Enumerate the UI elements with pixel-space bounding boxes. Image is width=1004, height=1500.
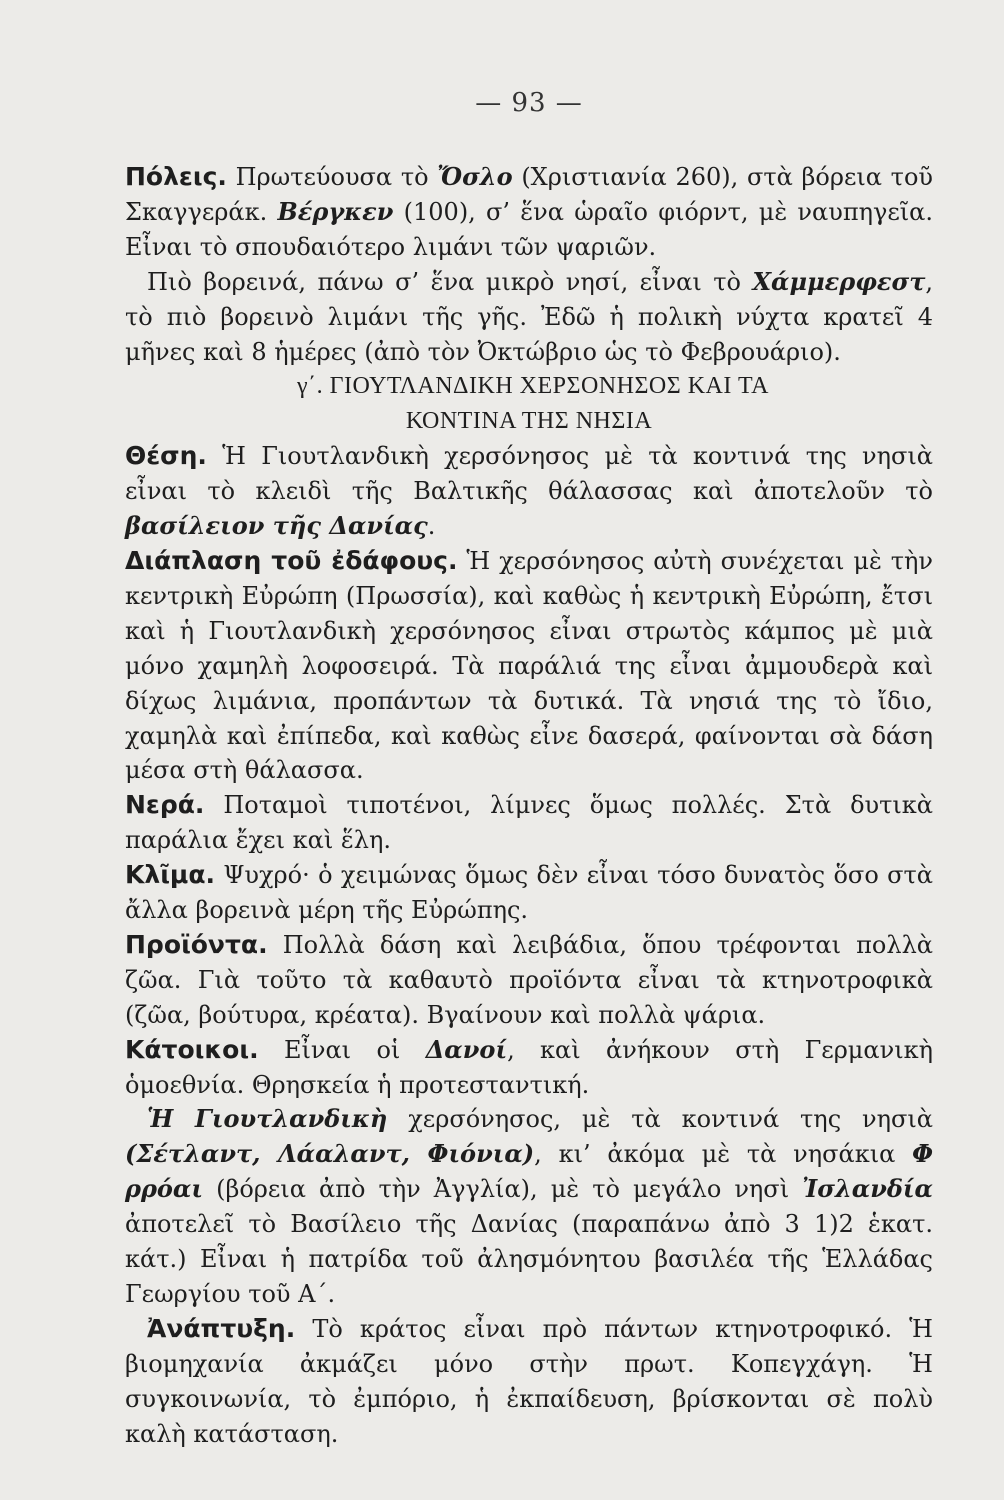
page-number: — 93 — bbox=[475, 88, 583, 118]
waters-heading: Νερά. bbox=[125, 790, 205, 820]
bergen-name: Βέργκεν bbox=[277, 196, 394, 226]
section-title-line-1: γ΄. ΓΙΟΥΤΛΑΝΔΙΚΗ ΧΕΡΣΟΝΗΣΟΣ ΚΑΙ ΤΑ bbox=[296, 373, 770, 400]
section-title-line-2: ΚΟΝΤΙΝΑ ΤΗΣ ΝΗΣΙΑ bbox=[405, 408, 653, 435]
jutland-name: Ἡ Γιουτλανδικὴ bbox=[147, 1104, 388, 1134]
products-paragraph: Προϊόντα. Πολλὰ δάση καὶ λειβάδια, ὅπου τρέφονται πολλὰ ζῶα. Γιὰ τοῦτο τὰ καθαυτὸ προϊόντα εἶναι τὰ κτηνοτροφικὰ (ζῶα, βούτυρα, κρέατα). Βγαίνουν καὶ πολλὰ ψάρια. bbox=[125, 929, 933, 1029]
relief-heading: Διάπλαση τοῦ ἐδάφους. bbox=[125, 545, 458, 575]
inhabitants-paragraph: Κάτοικοι. Εἶναι οἱ Δανοί, καὶ ἀνήκουν στὴ Γερμανικὴ ὁμοεθνία. Θρησκεία ἡ προτεσταντική. bbox=[125, 1034, 933, 1099]
development-heading: Ἀνάπτυξη. bbox=[147, 1313, 296, 1343]
oslo-name: Ὄσλο bbox=[437, 162, 513, 191]
cities-paragraph: Πόλεις. Πρωτεύουσα τὸ Ὄσλο (Χριστιανία 260), στὰ βόρεια τοῦ Σκαγγεράκ. Βέργκεν (100), σ’ ἕνα ὡραῖο φιόρντ, μὲ ναυπηγεῖα. Εἶναι τὸ σπουδαιότερο λιμάνι τῶν ψαριῶν. bbox=[125, 162, 933, 261]
inhabitants-heading: Κάτοικοι. bbox=[125, 1034, 259, 1064]
climate-paragraph: Κλῖμα. Ψυχρό· ὁ χειμώνας ὅμως δὲν εἶναι τόσο δυνατὸς ὅσο στὰ ἄλλα βορεινὰ μέρη τῆς Εὐρώπης. bbox=[125, 860, 933, 925]
kingdom-name: βασίλειον τῆς Δανίας bbox=[125, 511, 428, 541]
faroe-name: Φ ρρόαι bbox=[125, 1139, 933, 1204]
hammerfest-paragraph: Πιὸ βορεινά, πάνω σ’ ἕνα μικρὸ νησί, εἶναι τὸ Χάμμερφεστ, τὸ πιὸ βορεινὸ λιμάνι τῆς γῆς. Ἐδῶ ἡ πολικὴ νύχτα κρατεῖ 4 μῆνες καὶ 8 ἡμέρες (ἀπὸ τὸν Ὀκτώβριο ὡς τὸ Φεβρουάριο). bbox=[125, 266, 933, 366]
products-heading: Προϊόντα. bbox=[125, 929, 268, 959]
iceland-name: Ἰσλανδία bbox=[802, 1174, 933, 1204]
danes-name: Δανοί bbox=[425, 1034, 508, 1064]
waters-paragraph: Νερά. Ποταμοὶ τιποτένοι, λίμνες ὅμως πολλές. Στὰ δυτικὰ παράλια ἔχει καὶ ἕλη. bbox=[125, 790, 933, 855]
jutland-paragraph: Ἡ Γιουτλανδικὴ χερσόνησος, μὲ τὰ κοντινά της νησιὰ (Σέτλαντ, Λάαλαντ, Φιόνια), κι’ ἀκόμα μὲ τὰ νησάκια Φ ρρόαι (βόρεια ἀπὸ τὴν Ἀγγλία), μὲ τὸ μεγάλο νησὶ Ἰσλανδία ἀποτελεῖ τὸ Βασίλειο τῆς Δανίας (παραπάνω ἀπὸ 3 1)2 ἑκατ. κάτ.) Εἶναι ἡ πατρίδα τοῦ ἀλησμόνητου βασιλέα τῆς Ἑλλάδας Γεωργίου τοῦ Α΄. bbox=[125, 1104, 933, 1308]
islands-names: (Σέτλαντ, Λάαλαντ, Φιόνια) bbox=[125, 1139, 535, 1169]
position-heading: Θέση. bbox=[125, 441, 207, 471]
page-content bbox=[125, 88, 933, 1452]
cities-heading: Πόλεις. bbox=[125, 162, 227, 191]
position-paragraph: Θέση. Ἡ Γιουτλανδικὴ χερσόνησος μὲ τὰ κοντινά της νησιὰ εἶναι τὸ κλειδὶ τῆς Βαλτικῆς θάλασσας καὶ ἀποτελοῦν τὸ βασίλειον τῆς Δανίας. bbox=[125, 441, 933, 541]
hammerfest-name: Χάμμερφεστ bbox=[752, 266, 926, 296]
relief-paragraph: Διάπλαση τοῦ ἐδάφους. Ἡ χερσόνησος αὐτὴ συνέχεται μὲ τὴν κεντρικὴ Εὐρώπη (Πρωσσία), καὶ καθὼς ἡ κεντρικὴ Εὐρώπη, ἔτσι καὶ ἡ Γιουτλανδικὴ χερσόνησος εἶναι στρωτὸς κάμπος μὲ μιὰ μόνο χαμηλὴ λοφοσειρά. Τὰ παράλιά της εἶναι ἀμμουδερὰ καὶ δίχως λιμάνια, προπάντων τὰ δυτικά. Τὰ νησιά της τὸ ἴδιο, χαμηλὰ καὶ ἐπίπεδα, καὶ καθὼς εἶνε δασερά, φαίνονται σὰ δάση μέσα στὴ θάλασσα. bbox=[125, 545, 933, 785]
development-paragraph: Ἀνάπτυξη. Τὸ κράτος εἶναι πρὸ πάντων κτηνοτροφικό. Ἡ βιομηχανία ἀκμάζει μόνο στὴν πρωτ. Κοπεγχάγη. Ἡ συγκοινωνία, τὸ ἐμπόριο, ἡ ἐκπαίδευση, βρίσκονται σὲ πολὺ καλὴ κατάσταση. bbox=[125, 1313, 933, 1448]
climate-heading: Κλῖμα. bbox=[125, 860, 216, 890]
